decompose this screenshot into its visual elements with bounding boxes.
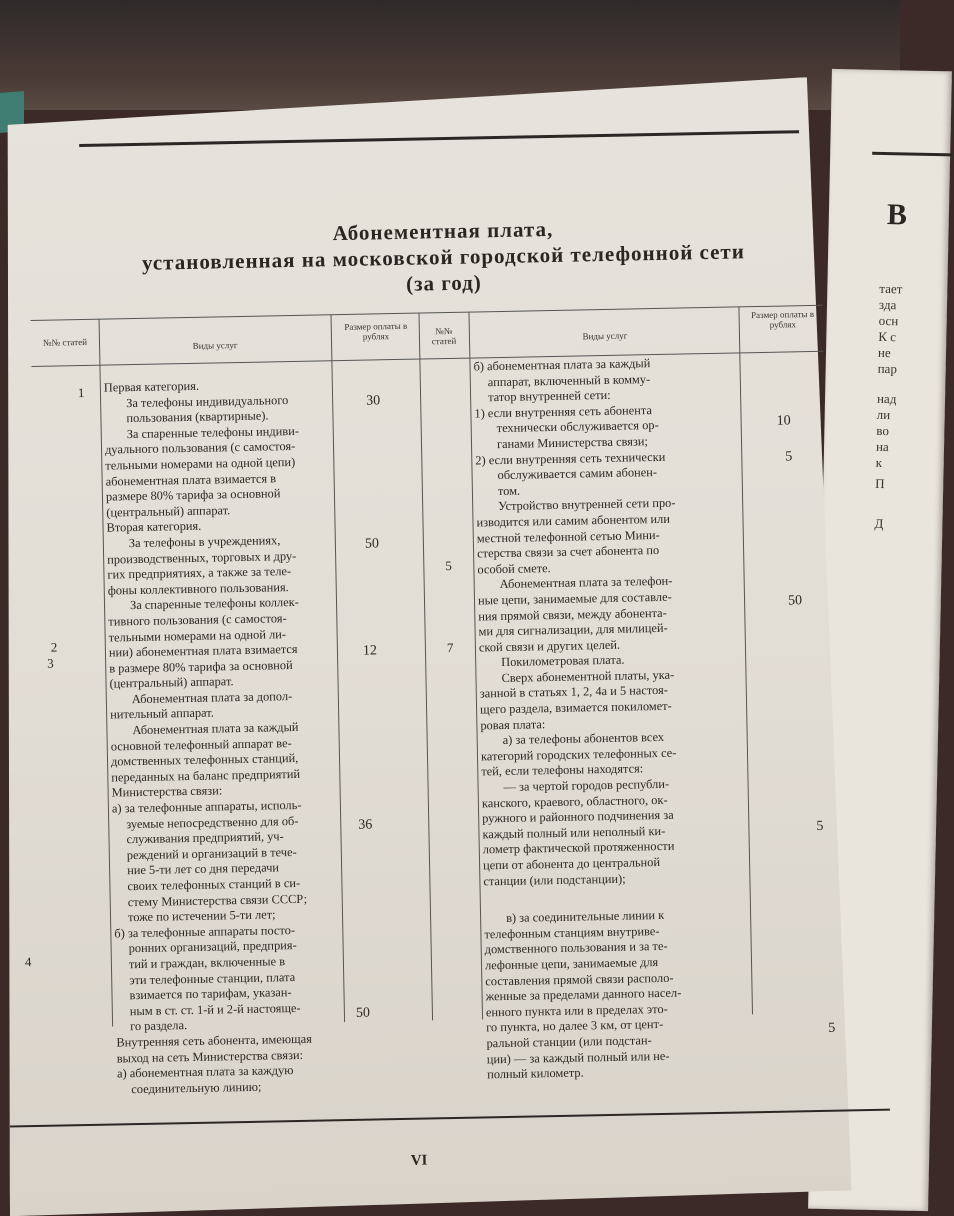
- next-page-fragment: пар: [877, 360, 898, 377]
- text-line: го пункта, но далее 3 км, от цент-: [486, 1017, 664, 1035]
- text-line: а) за телефоны абонентов всех: [502, 730, 665, 748]
- text-line: основной телефонный аппарат ве-: [110, 735, 292, 754]
- text-line: а) абонементная плата за каждую: [116, 1063, 294, 1081]
- text-line: изводится или самим абонентом или: [476, 511, 671, 530]
- text-line: б) за телефонные аппараты посто-: [114, 922, 296, 941]
- text-line: 2) если внутренняя сеть технически: [475, 449, 666, 468]
- amount: 5: [785, 449, 793, 465]
- text-line: реждений и организаций в тече-: [126, 844, 297, 863]
- text-line: каждый полный или неполный ки-: [482, 823, 666, 842]
- next-page-fragment: Д: [874, 515, 884, 532]
- next-page-fragment: П: [875, 475, 885, 492]
- amount: 50: [787, 593, 803, 609]
- text-line: тельными номерами на одной цепи): [105, 454, 296, 473]
- text-line: домственного пользования и за те-: [484, 939, 668, 957]
- text-line: своих телефонных станций в си-: [127, 875, 301, 894]
- text-line: служивания предприятий, уч-: [126, 829, 284, 847]
- amount: 50: [364, 536, 380, 552]
- text-line: Абонементная плата за телефон-: [499, 574, 673, 592]
- amount: 50: [355, 1005, 371, 1021]
- text-line: том.: [497, 483, 521, 498]
- next-page-fragment: во: [876, 422, 890, 439]
- text-line: выход на сеть Министерства связи:: [116, 1047, 304, 1066]
- next-page-fragment: зда: [878, 296, 897, 313]
- text-line: пользования (квартирные).: [126, 408, 269, 426]
- text-line: тоже по истечении 5-ти лет;: [127, 907, 276, 925]
- right-column-text: [473, 356, 686, 1083]
- text-line: б) абонементная плата за каждый: [473, 356, 651, 374]
- bottom-rule: [10, 1109, 890, 1128]
- text-line: За телефоны в учреждениях,: [128, 533, 281, 551]
- text-line: полный километр.: [486, 1065, 584, 1082]
- text-line: соединительную линию;: [131, 1079, 262, 1096]
- column-divider: [738, 306, 753, 1014]
- text-line: лометр фактической протяженности: [482, 839, 675, 857]
- text-line: Министерства связи:: [111, 783, 223, 800]
- header-num-right: №№ статей: [431, 325, 457, 347]
- text-line: переданных на баланс предприятий: [111, 766, 301, 785]
- amount: 5: [816, 818, 824, 835]
- text-line: ния прямой связи, между абонента-: [478, 605, 667, 623]
- text-line: За телефоны индивидуального: [126, 392, 289, 410]
- amount: 36: [358, 817, 373, 833]
- next-page-fragment: осн: [878, 312, 899, 329]
- text-line: женные за пределами данного насел-: [485, 985, 682, 1004]
- column-divider: [418, 313, 433, 1021]
- header-service-right: Виды услуг: [582, 330, 628, 342]
- page-number: VI: [410, 1152, 428, 1169]
- text-line: эти телефонные станции, плата: [129, 969, 296, 987]
- text-line: абонементная плата взимается в: [105, 470, 277, 489]
- text-line: зуемые непосредственно для об-: [126, 813, 299, 831]
- text-line: тивного пользования (с самостоя-: [108, 611, 287, 629]
- text-line: ние 5-ти лет со дня передачи: [127, 860, 280, 878]
- table-header-rule: [31, 351, 823, 367]
- next-page-fragment: не: [877, 344, 891, 361]
- text-line: тей, если телефоны находятся:: [481, 761, 644, 779]
- next-page-fragment: над: [876, 390, 897, 407]
- text-line: ральной станции (или подстан-: [486, 1033, 652, 1051]
- text-line: ской связи и других целей.: [478, 637, 621, 655]
- table-top-rule: [31, 305, 823, 321]
- text-line: Внутренняя сеть абонента, имеющая: [116, 1031, 312, 1050]
- next-page-fragment: тает: [879, 280, 903, 297]
- text-line: а) за телефонные аппараты, исполь-: [111, 797, 302, 816]
- text-line: енного пункта или в пределах это-: [485, 1001, 668, 1020]
- text-line: нии) абонементная плата взимается: [108, 642, 298, 660]
- text-line: размере 80% тарифа за основной: [105, 486, 281, 504]
- text-line: щего раздела, взимается покиломет-: [479, 698, 672, 717]
- text-line: составления прямой связи располо-: [485, 970, 674, 988]
- article-number: 4: [24, 954, 32, 970]
- text-line: Покилометровая плата.: [501, 652, 625, 670]
- text-line: Абонементная плата за каждый: [132, 719, 299, 738]
- text-line: татор внутренней сети:: [487, 388, 611, 405]
- text-line: ми для сигнализации, для милицей-: [478, 620, 668, 639]
- text-line: стему Министерства связи СССР;: [127, 891, 308, 909]
- text-line: (центральный) аппарат.: [106, 502, 231, 520]
- text-line: го раздела.: [129, 1018, 188, 1034]
- text-line: — за чертой городов республи-: [503, 776, 670, 795]
- next-page-fragment: к: [875, 454, 883, 471]
- header-service-left: Виды услуг: [192, 340, 238, 351]
- text-line: тий и граждан, включенные в: [128, 954, 286, 972]
- article-number: 2: [50, 639, 58, 655]
- text-line: гих предприятиях, а также за теле-: [107, 564, 292, 582]
- text-line: ровая плата:: [480, 716, 546, 733]
- next-page-fragment: на: [875, 438, 889, 455]
- text-line: Вторая категория.: [106, 519, 202, 535]
- column-divider: [330, 314, 345, 1022]
- page-title: [93, 211, 794, 302]
- amount: 10: [776, 413, 791, 429]
- text-line: местной телефонной сетью Мини-: [476, 527, 660, 546]
- article-number: 1: [77, 384, 85, 401]
- article-number: 5: [445, 557, 452, 574]
- text-line: ронних организаций, предприя-: [128, 938, 297, 956]
- text-line: телефонным станциям внутриве-: [484, 923, 660, 942]
- title-line-3: (за год): [405, 270, 482, 296]
- text-line: стерства связи за счет абонента по: [476, 543, 660, 561]
- amount: 12: [362, 643, 378, 659]
- text-line: 1) если внутренняя сеть абонента: [474, 402, 653, 421]
- text-line: (центральный) аппарат.: [109, 674, 234, 691]
- text-line: Сверх абонементной платы, ука-: [501, 667, 675, 685]
- text-line: нительный аппарат.: [110, 706, 215, 723]
- text-line: в) за соединительные линии к: [505, 908, 665, 926]
- amount: 5: [828, 1020, 836, 1036]
- text-line: фоны коллективного пользования.: [107, 579, 289, 598]
- text-line: ганами Министерства связи;: [496, 434, 648, 452]
- article-number: 3: [46, 655, 54, 671]
- text-line: технически обслуживается ор-: [496, 418, 659, 436]
- text-line: производственных, торговых и дру-: [107, 548, 297, 567]
- text-line: лефонные цепи, занимаемые для: [484, 955, 659, 973]
- text-line: канского, краевого, областного, ок-: [481, 792, 668, 811]
- text-line: ции) — за каждый полный или не-: [486, 1048, 670, 1066]
- header-num-left: №№ статей: [42, 336, 88, 348]
- text-line: занной в статьях 1, 2, 4а и 5 настоя-: [479, 683, 669, 701]
- article-number: 7: [446, 639, 454, 656]
- text-line: аппарат, включенный в комму-: [487, 371, 651, 389]
- left-column-text: [104, 377, 313, 1098]
- title-line-2: установленная на московской городской телефонной сети: [141, 239, 746, 275]
- top-rule: [79, 130, 799, 147]
- text-line: станции (или подстанции);: [483, 871, 626, 889]
- header-amount-right: Размер оплаты в рублях: [751, 308, 815, 330]
- text-line: За спаренные телефоны коллек-: [129, 595, 299, 613]
- text-line: цепи от абонента до центральной: [482, 855, 661, 873]
- text-line: дуального пользования (с самостоя-: [104, 439, 296, 457]
- text-line: ные цепи, занимаемые для составле-: [477, 589, 672, 608]
- text-line: Абонементная плата за допол-: [131, 688, 293, 706]
- text-line: тельными номерами на одной ли-: [108, 626, 287, 645]
- next-page-heading: В: [886, 198, 908, 232]
- amount: 30: [366, 393, 381, 409]
- text-line: ружного и районного подчинения за: [482, 807, 674, 826]
- next-page-fragment: К с: [878, 328, 897, 345]
- text-line: За спаренные телефоны индиви-: [126, 423, 300, 441]
- text-line: ным в ст. ст. 1-й и 2-й настояще-: [129, 1000, 301, 1018]
- text-line: в размере 80% тарифа за основной: [109, 657, 293, 676]
- text-line: домственных телефонных станций,: [110, 751, 299, 769]
- text-line: взимается по тарифам, указан-: [129, 985, 292, 1003]
- text-line: Первая категория.: [103, 378, 200, 395]
- header-amount-left: Размер оплаты в рублях: [344, 320, 408, 342]
- title-line-1: Абонементная плата,: [332, 216, 554, 246]
- text-line: особой смете.: [477, 560, 551, 577]
- text-line: Устройство внутренней сети про-: [498, 496, 676, 514]
- text-line: обслуживается самим абонен-: [497, 465, 658, 483]
- text-line: категорий городских телефонных се-: [480, 745, 677, 764]
- next-page-fragment: ли: [876, 406, 891, 423]
